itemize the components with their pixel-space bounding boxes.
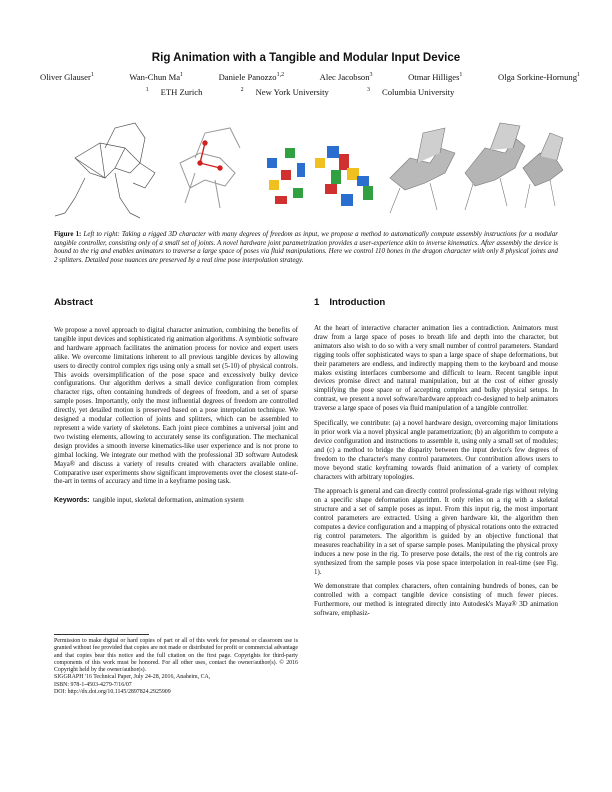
dragon-wireframe bbox=[55, 123, 155, 218]
author: Oliver Glauser$^1$ bbox=[40, 72, 94, 82]
paragraph: At the heart of interactive character animation lies a contradiction. Animators must draw from a large space of poses to breath life and depth into the character, but animators also wish to do so with a very small number of control parameters. Standard rigging tools offer sophisticated ways to span a large space of shape deformations, but their parameters are endless, and indirectly mapping them to the keyboard and mouse makes existing interfaces cumbersome and difficult to learn. Recent tangible input devices promise direct and natural manipulation, but at the cost of either grossly simplifying the pose space or of accepting complex and bulky physical setups. In contrast, we present a novel software/hardware approach co-designed to help animators traverse a large space of poses via fluid manipulation of a tangible controller. bbox=[314, 324, 558, 413]
author: Otmar Hilliges$^1$ bbox=[408, 72, 463, 82]
footnote-line: DOI: http://dx.doi.org/10.1145/2897824.2925909 bbox=[54, 689, 171, 696]
assembled-device bbox=[315, 146, 373, 206]
abstract-heading: Abstract bbox=[54, 297, 93, 308]
footnote-line: ISBN: 978-1-4503-4279-7/16/07 bbox=[54, 681, 132, 688]
affiliation-list bbox=[0, 87, 612, 97]
introduction-heading bbox=[314, 297, 385, 308]
copyright-footnote bbox=[54, 638, 298, 696]
figure-caption-text: Left to right: Taking a rigged 3D character with many degrees of freedom as input, we propose a method to automatically compute assembly instructions for a modular tangible controller, consisting only of a small set of joints. A novel hardware joint parametrization provides a user-experience akin to inverse kinematics. After assembly the device is bound to the rig and enables animators to traverse a large space of poses via fluid manipulations. Here we control 110 bones in the dragon character with only 8 physical joints and 2 splitters. Detailed pose nuances are preserved by a real time pose interpolation strategy. bbox=[54, 231, 558, 264]
footnote-divider bbox=[54, 634, 149, 635]
paragraph: We demonstrate that complex characters, often containing hundreds of bones, can be controlled with a compact tangible device consisting of much fewer pieces. Furthermore, our method is integrated directly into Autodesk's Maya® 3D animation software, emphasiz- bbox=[314, 582, 558, 618]
keywords-text: tangible input, skeletal deformation, animation system bbox=[92, 496, 244, 505]
paragraph: Specifically, we contribute: (a) a novel hardware design, overcoming major limitations in prior work via a novel physical angle parametrization; (b) an algorithm to compute a device configuration and instructions to assemble it, using only a small set of modules; and (c) a method to bridge the disparity between the input device's few degrees of freedom to the character's many control parameters. Our contribution allows users to move beyond static keyframing towards fluid animation of a variety of complex characters with arbitrary topologies. bbox=[314, 419, 558, 481]
introduction-column bbox=[314, 324, 558, 624]
affiliation: $^2$ New York University bbox=[240, 87, 329, 97]
abstract-text: We propose a novel approach to digital character animation, combining the benefits of tangible input devices and sophisticated rig animation algorithms. A symbiotic software and hardware approach facilitates the animation process for novice and expert users alike. We overcome limitations inherent to all previous tangible devices by allowing users to directly control complex rigs using only a small set (5-10) of physical controls. This avoids oversimplification of the pose space and excessively bulky device configurations. Our algorithm derives a small device configuration from complex character rigs, often containing hundreds of degrees of freedom, and a set of sparse sample poses. Importantly, only the most influential degrees of freedom are controlled directly, yet detailed motion is preserved based on a pose interpolation technique. We designed a modular collection of joints and splitters, which can be assembled to represent a wide variety of skeletons. Each joint piece combines a universal joint and two twisting elements, allowing to accurately sense its configuration. The mechanical design provides a smooth inverse kinematics-like user experience and is not prone to gimbal locking. We integrate our method with the professional 3D software Autodesk Maya® and discuss a variety of results created with characters available online. Comparative user experiments show significant improvements over the closest state-of-the-art in terms of accuracy and time in a keyframe posing task. bbox=[54, 326, 298, 486]
modular-device-pieces bbox=[267, 148, 305, 204]
section-title: Introduction bbox=[329, 297, 386, 308]
paper-title: Rig Animation with a Tangible and Modular Input Device bbox=[151, 51, 461, 64]
figure-label: Figure 1: bbox=[54, 231, 82, 238]
abstract-column bbox=[54, 326, 298, 512]
paragraph: The approach is general and can directly control professional-grade rigs without relying on a specific shape deformation algorithm. It only relies on a rig with a skeletal structure and a set of sample poses as input. From this input rig, the most important control parameters are extracted. Using a given hardware kit, the algorithm then computes a device configuration and a mapping of physical rotations onto the extracted rig control parameters. The algorithm is guided by an objective functional that measures reachability in a set of sparse sample poses. Manipulating the physical proxy induces a new pose in the rig. To preserve pose details, the rest of the rig controls are synthesized from the sample poses via pose space interpolation in real-time (see Fig. 1). bbox=[314, 487, 558, 576]
footnote-line: Permission to make digital or hard copies of part or all of this work for personal or classroom use is granted without fee provided that copies are not made or distributed for profit or commercial advantage and that copies bear this notice and the full citation on the first page. Copyrights for third-party components of this work must be honored. For all other uses, contact the owner/author(s). © 2016 Copyright held by the owner/author(s). bbox=[54, 638, 298, 674]
dragon-posed bbox=[390, 128, 455, 213]
dragon-posed bbox=[523, 133, 563, 208]
keywords-label: Keywords: bbox=[54, 497, 90, 505]
section-number: 1 bbox=[314, 297, 320, 308]
author: Wan-Chun Ma$^1$ bbox=[129, 72, 184, 82]
teaser-figure bbox=[45, 118, 567, 228]
figure-caption bbox=[54, 231, 558, 265]
author: Alec Jacobson$^3$ bbox=[319, 72, 373, 82]
dragon-skeleton bbox=[180, 128, 240, 208]
affiliation: $^1$ ETH Zurich bbox=[145, 87, 203, 97]
keywords bbox=[54, 496, 298, 506]
dragon-posed bbox=[465, 123, 525, 210]
affiliation: $^3$ Columbia University bbox=[367, 87, 455, 97]
footnote-line: SIGGRAPH '16 Technical Paper, July 24-28, 2016, Anaheim, CA, bbox=[54, 674, 211, 681]
author: Olga Sorkine-Hornung$^1$ bbox=[497, 72, 580, 82]
author: Daniele Panozzo$^{1,2}$ bbox=[218, 72, 285, 82]
author-list bbox=[40, 72, 580, 82]
